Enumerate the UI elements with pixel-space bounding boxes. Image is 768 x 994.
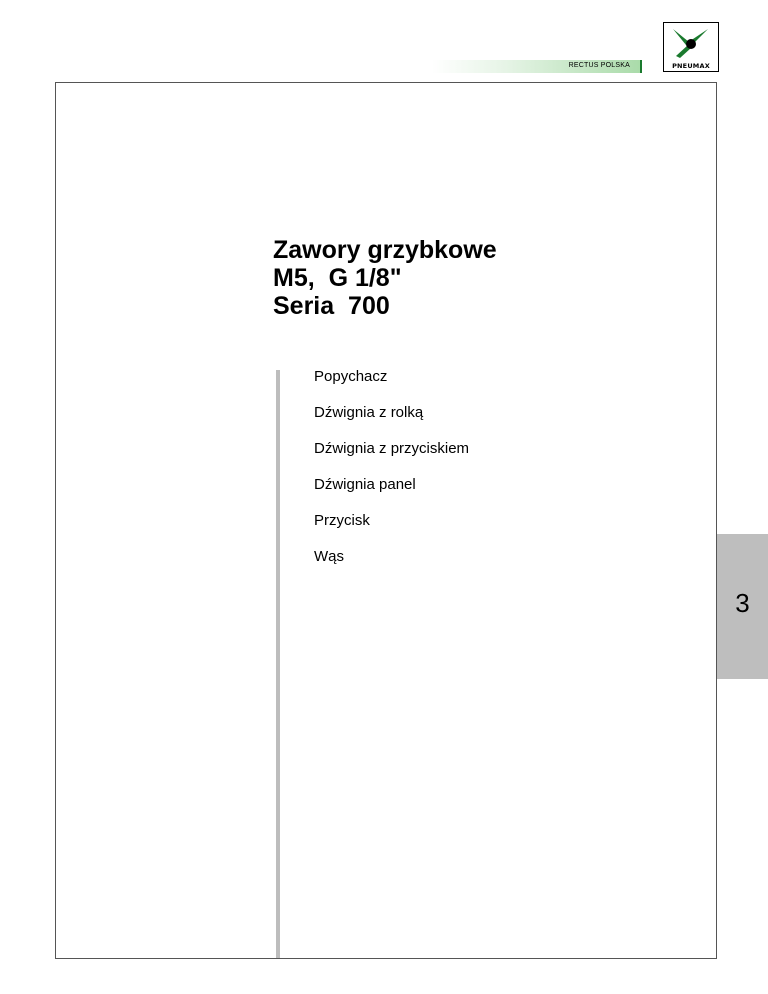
list-item-przycisk[interactable]: Przycisk [314, 512, 370, 529]
company-name: RECTUS POLSKA [568, 62, 630, 69]
title-line-2: M5, G 1/8" [273, 264, 402, 292]
contents-list [314, 367, 469, 583]
pneumax-logo [663, 22, 719, 72]
list-item-was[interactable]: Wąs [314, 548, 344, 565]
section-number: 3 [735, 588, 750, 618]
vertical-divider [276, 370, 280, 958]
title-line-3: Seria 700 [273, 292, 390, 320]
list-item-dzwignia-z-rolka[interactable]: Dźwignia z rolką [314, 404, 424, 421]
header-bar-accent [640, 60, 642, 73]
title-line-1: Zawory grzybkowe [273, 236, 497, 264]
list-item-dzwignia-panel[interactable]: Dźwignia panel [314, 476, 416, 493]
logo-pinwheel-icon [670, 26, 712, 62]
header-gradient-bar [432, 60, 642, 73]
logo-text: PNEUMAX [672, 62, 710, 70]
list-item-dzwignia-z-przyciskiem[interactable]: Dźwignia z przyciskiem [314, 440, 470, 457]
section-tab[interactable] [717, 534, 768, 679]
list-item-popychacz[interactable]: Popychacz [314, 368, 388, 385]
page-title [273, 236, 497, 320]
